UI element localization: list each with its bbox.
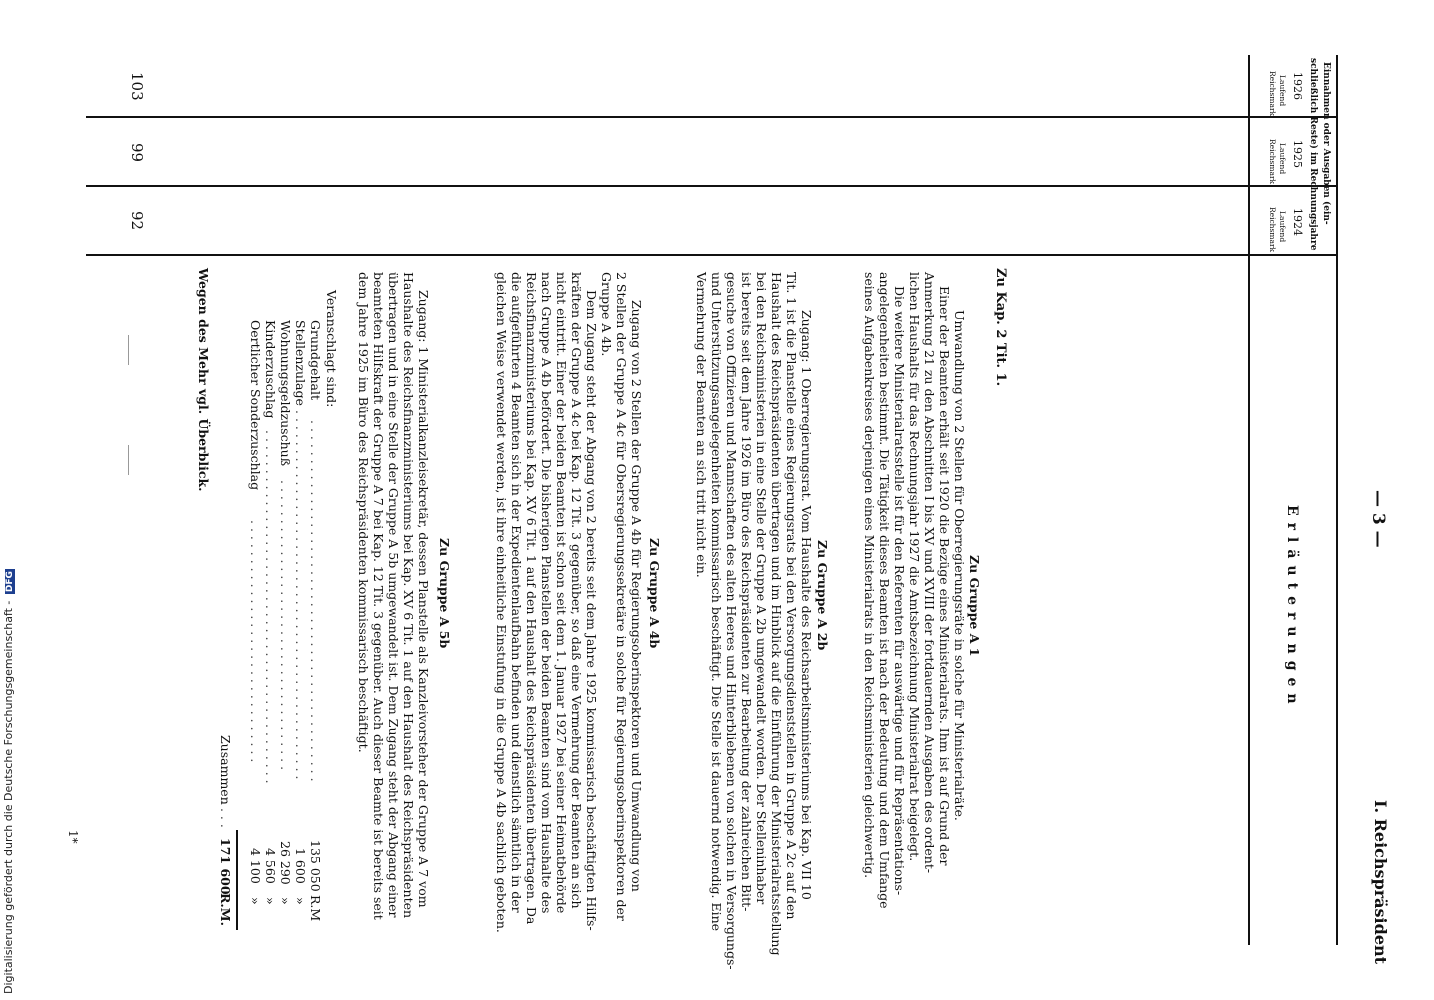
cost-value-wohnungsgeld: 26 290: [278, 841, 293, 885]
cost-unit: »: [263, 897, 278, 905]
costs-intro: Veranschlagt sind:: [324, 290, 339, 408]
text-line: Einer der Beamten erhält seit 1920 die Bezüge eines Ministerialrats. Ihm ist auf Grund der: [937, 286, 952, 866]
group-a2b-title: Zu Gruppe A 2b: [815, 540, 830, 651]
page-number: — 3 —: [1368, 490, 1388, 548]
table-unit-1926-b: Reichsmark: [1268, 71, 1277, 117]
table-row-divider-2: [86, 185, 1336, 187]
table-value-1924: 92: [128, 211, 146, 231]
table-unit-1925-b: Reichsmark: [1268, 139, 1277, 185]
text-line: und Unterstützungsangelegenheiten kommissarisch beschäftigt. Die Stelle ist dauernd notwendig. Eine: [709, 272, 724, 932]
text-line: bei den Reichsministerien in eine Stelle der Gruppe A 2b umgewandelt worden. Der Stelleninhaber: [754, 272, 769, 905]
cost-label-kinderzuschlag: Kinderzuschlag: [263, 320, 278, 419]
text-line: die aufgeführten 4 Beamten sich in der Expedientenlaufbahn befinden und dienstlich sämtlich in der: [509, 272, 524, 913]
cost-value-kinderzuschlag: 4 560: [263, 848, 278, 884]
text-line: Die weitere Ministerialratsstelle ist für den Referenten für auswärtige und für Repräsentations-: [892, 286, 907, 896]
cost-value-grundgehalt: 135 050: [308, 840, 323, 892]
total-label: Zusammen: [218, 735, 233, 805]
text-line: übertragen und in eine Stelle der Gruppe A 5b umgewandelt ist. Dem Zugang steht der Abgang einer: [386, 272, 401, 918]
group-a5b-title: Zu Gruppe A 5b: [437, 538, 452, 649]
scan-artifact: [128, 445, 129, 475]
cost-label-sonderzuschlag: Oertlicher Sonderzuschlag: [248, 320, 263, 491]
text-line: dem Jahre 1925 im Büro des Reichspräsidenten kommissarisch beschäftigt.: [356, 272, 371, 753]
group-a1-title: Zu Gruppe A 1: [967, 555, 982, 657]
table-value-1925: 99: [128, 143, 146, 163]
text-line: Reichsfinanzministeriums bei Kap. XV 6 Tit. 1 auf den Haushalt des Reichspräsidenten übertragen. Da: [524, 272, 539, 925]
total-value: 171 600: [218, 838, 233, 895]
cost-leader: . . . . . . . . . . . . . . . . . . . . . . . . . . . . . . . . . . . . . . . . . . . . .: [263, 430, 278, 784]
cost-unit: »: [278, 897, 293, 905]
table-caption-line1: Einnahmen oder Ausgaben (ein-: [1321, 62, 1331, 225]
table-row-divider-1: [86, 116, 1336, 118]
table-unit-1925-a: Laufend: [1278, 143, 1287, 175]
text-line: Gruppe A 4b.: [599, 272, 614, 357]
table-unit-1924-a: Laufend: [1278, 211, 1287, 243]
heading-erlaeuterungen: Erläuterungen: [1284, 505, 1300, 711]
kap-heading: Zu Kap. 2 Tit. 1.: [993, 268, 1008, 387]
top-border-line: [1336, 55, 1338, 945]
text-line: Zugang von 2 Stellen der Gruppe A 4b für Regierungsoberinspektoren und Umwandlung von: [629, 300, 644, 892]
table-unit-1924-b: Reichsmark: [1268, 207, 1277, 253]
digitization-text: Digitalisierung gefördert durch die Deutsche Forschungsgemeinschaft -: [2, 600, 15, 994]
text-line: Dem Zugang steht der Abgang von 2 bereits seit dem Jahre 1925 kommissarisch beschäftigten Hilfs-: [584, 290, 599, 931]
text-line: Zugang: 1 Ministerialkanzleisekretär, dessen Planstelle als Kanzleivorsteher der Gruppe A 7 vom: [416, 290, 431, 908]
header-divider-line: [1248, 55, 1250, 945]
cost-value-stellenzulage: 1 600: [293, 848, 308, 884]
section-title: I. Reichspräsident: [1371, 800, 1390, 965]
text-line: kräften der Gruppe A 4c bei Kap. 12 Tit. 3 gegenüber, so daß eine Vermehrung der Beamten an sich: [569, 272, 584, 909]
sum-rule: [236, 830, 238, 930]
table-unit-1926-a: Laufend: [1278, 75, 1287, 107]
cost-label-wohnungsgeld: Wohnungsgeldzuschuß: [278, 320, 293, 467]
text-line: Umwandlung von 2 Stellen für Oberregierungsräte in solche für Ministerialräte.: [952, 310, 967, 821]
table-caption-line2: schließlich Reste) im Rechnungsjahre: [1308, 58, 1318, 251]
cost-leader: . . . . . . . . . . . . . . . . . . . . . . . . . . . . . . . . . . . . . . . . . . . . . . .: [293, 410, 308, 780]
text-line: angelegenheiten bestimmt. Die Tätigkeit dieses Beamten ist nach der Bedeutung und dem Umfange: [877, 272, 892, 909]
cost-unit: »: [293, 897, 308, 905]
total-unit: R.M.: [218, 893, 233, 926]
scan-artifact: [128, 335, 129, 365]
text-line: gesuche von Offizieren und Mannschaften des alten Heeres und Hinterbliebenen von solchen in Versorgungs-: [724, 272, 739, 970]
text-line: Tit. 1 ist die Planstelle eines Regierungsrats bei den Versorgungsdienststellen in Gruppe A 2c auf den: [784, 272, 799, 920]
table-year-1925: 1925: [1291, 140, 1304, 168]
text-line: Haushalt des Reichspräsidenten übertragen und im Hinblick auf die Einführung der Ministerialratsstellung: [769, 272, 784, 956]
text-line: gleichen Weise verwendet werden, ist ihre einheitliche Einstufung in die Gruppe A 4b sachlich geboten.: [494, 272, 509, 933]
cost-leader: . . . . . . . . . . . . . . . . . . . . . . . . . . . . . . . . . . . . . . . . . . . . . .: [308, 420, 323, 782]
digitization-notice: [2, 569, 15, 994]
text-line: Haushalte des Reichsfinanzministeriums bei Kap. XV 6 Tit. 1 auf den Haushalt des Reichspräsidenten: [401, 272, 416, 919]
text-line: nach Gruppe A 4b befördert. Die bisherigen Planstellen der beiden Beamten sind vom Haushalte des: [539, 272, 554, 914]
cost-leader: . . . . . . . . . . . . . . . . . . . . . . . . . . . . . . . . . . . . .: [278, 480, 293, 771]
text-line: ist bereits seit dem Jahre 1926 im Büro des Reichspräsidenten zur Bearbeitung der zahlreichen Bitt-: [739, 272, 754, 912]
footer-note: Wegen des Mehr vgl. Überblick.: [196, 268, 211, 492]
table-value-1926: 103: [128, 72, 146, 101]
total-leader: . . . .: [218, 800, 233, 828]
cost-unit: »: [248, 897, 263, 905]
dfg-logo: DFG: [5, 571, 15, 593]
cost-leader: . . . . . . . . . . . . . . . . . . . . . . . . . . . . . . .: [248, 520, 263, 763]
text-line: Zugang: 1 Oberregierungsrat. Vom Haushalte des Reichsarbeitsministeriums bei Kap. VII 10: [799, 310, 814, 900]
table-year-1926: 1926: [1291, 72, 1304, 100]
cost-label-grundgehalt: Grundgehalt: [308, 320, 323, 400]
text-line: Vermehrung der Beamten an sich tritt nicht ein.: [694, 272, 709, 578]
text-line: 2 Stellen der Gruppe A 4c für Obersregierungssekretäre in solche für Regierungsoberinspektoren der: [614, 272, 629, 921]
cost-value-sonderzuschlag: 4 100: [248, 848, 263, 884]
cost-label-stellenzulage: Stellenzulage: [293, 320, 308, 406]
text-line: lichen Haushalts für das Rechnungsjahr 1927 die Amtsbezeichnung Ministerialrat beigelegt.: [907, 272, 922, 862]
cost-unit: R.M: [308, 895, 323, 922]
table-year-1924: 1924: [1291, 208, 1304, 236]
group-a4b-title: Zu Gruppe A 4b: [647, 538, 662, 649]
signature-mark: 1*: [66, 830, 80, 844]
text-line: Anmerkung 21 zu den Abschnitten I bis XV und XVIII der fortdauernden Ausgaben des ordent-: [922, 272, 937, 874]
text-line: beamteten Hilfskraft der Gruppe A 7 bei Kap. 12 Tit. 3 gegenüber. Auch dieser Beamte ist bereits seit: [371, 272, 386, 920]
table-row-divider-3: [86, 254, 1336, 256]
text-line: seines Aufgabenkreises derjenigen eines Ministerialrats in den Reichsministerien gleichwertig.: [862, 272, 877, 879]
text-line: nicht eintritt. Einer der beiden Beamten ist schon seit dem 1. Januar 1927 bei seiner Heimatbehörde: [554, 272, 569, 914]
